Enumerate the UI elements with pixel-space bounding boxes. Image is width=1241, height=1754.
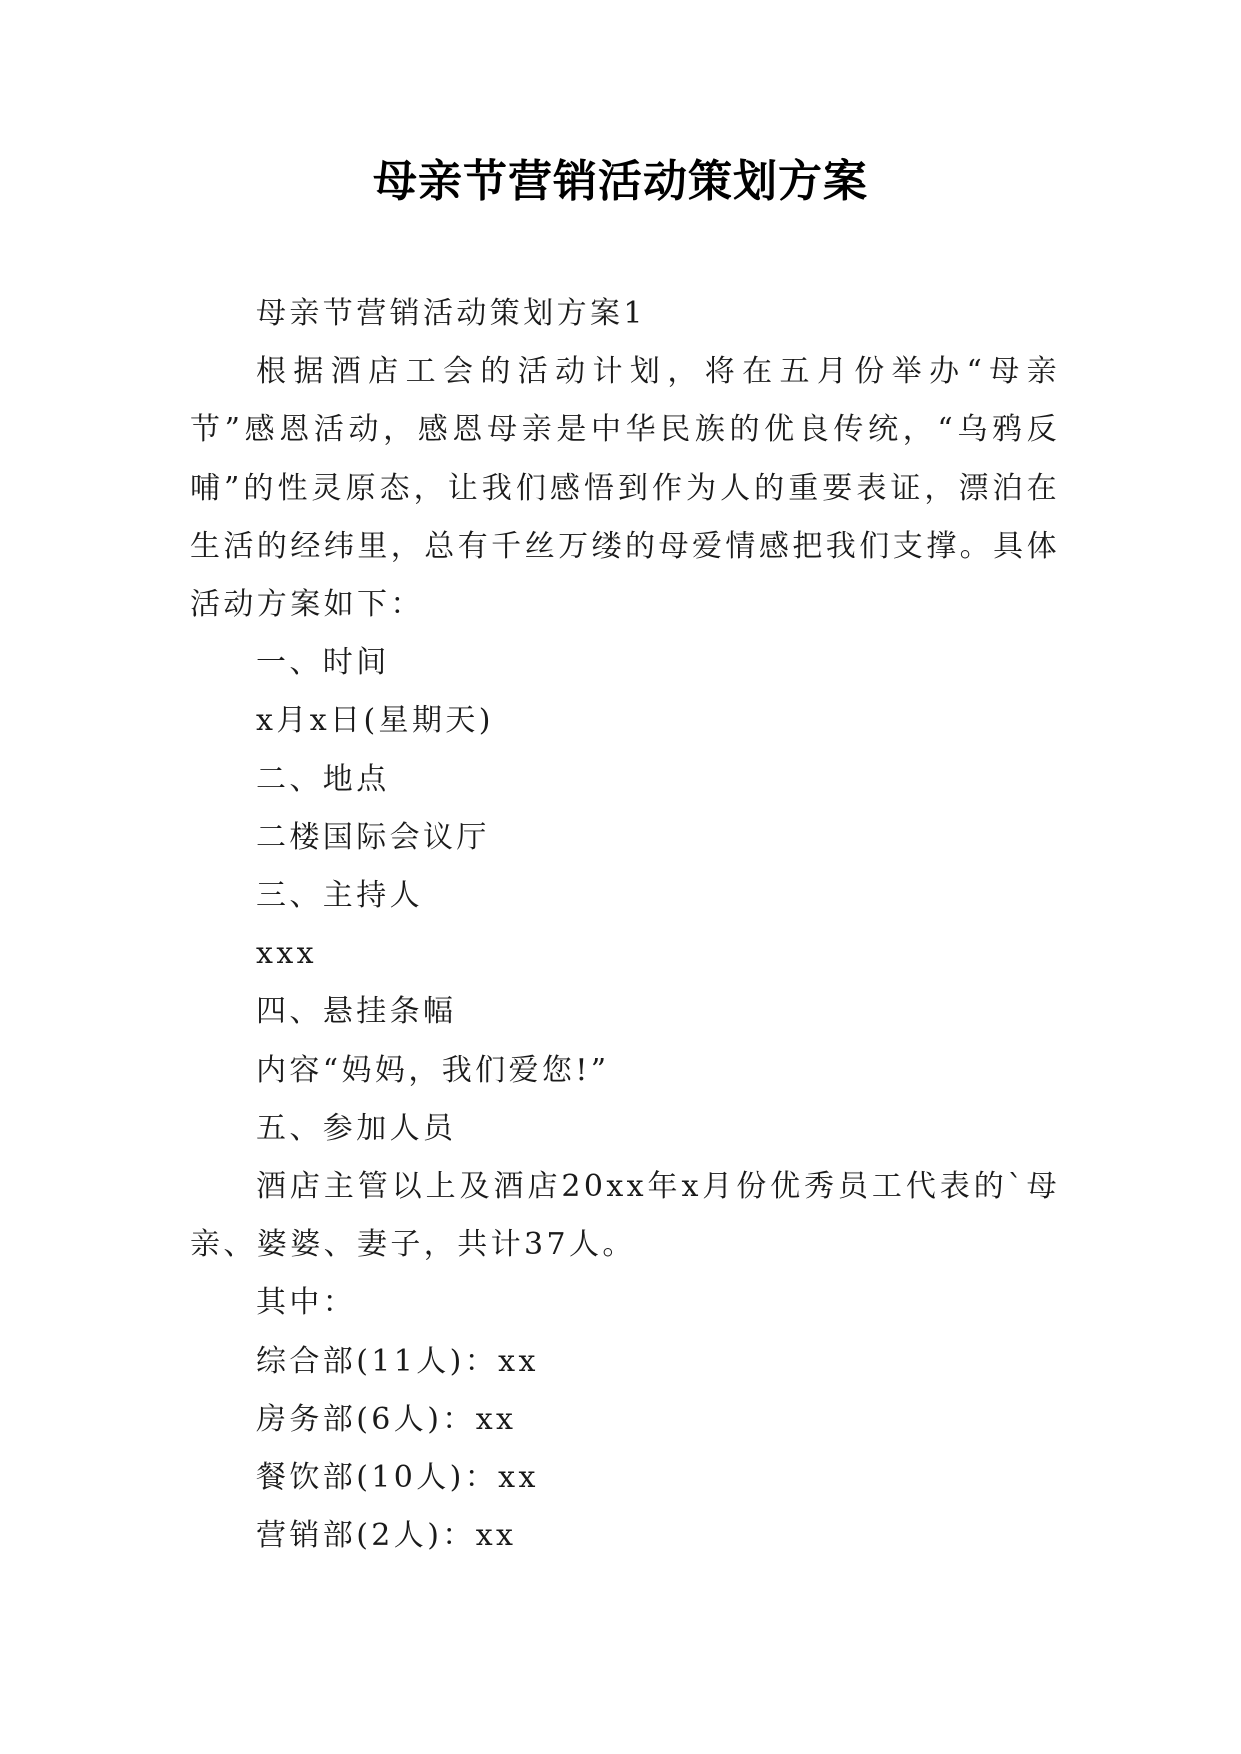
section-heading-participants: 五、参加人员	[256, 1110, 457, 1146]
paragraph-among: 其中：	[256, 1285, 357, 1321]
document-title: 母亲节营销活动策划方案	[373, 156, 868, 207]
paragraph-host: xxx	[256, 936, 317, 972]
paragraph-participants: 酒店主管以上及酒店20xx年x月份优秀员工代表的`母亲、婆婆、妻子，共计37人。	[190, 1169, 1060, 1263]
paragraph-location: 二楼国际会议厅	[256, 819, 490, 855]
section-heading-location: 二、地点	[256, 761, 390, 797]
paragraph-subtitle: 母亲节营销活动策划方案1	[256, 296, 646, 331]
document-body	[190, 285, 1060, 1565]
section-heading-banner: 四、悬挂条幅	[256, 994, 457, 1030]
section-heading-host: 三、主持人	[256, 878, 423, 914]
list-item-catering-dept: 餐饮部(10人)：xx	[256, 1460, 539, 1496]
paragraph-banner: 内容“妈妈，我们爱您!”	[256, 1052, 610, 1088]
list-item-marketing-dept: 营销部(2人)：xx	[256, 1518, 517, 1554]
paragraph-intro: 根据酒店工会的活动计划，将在五月份举办“母亲节”感恩活动，感恩母亲是中华民族的优良传统，“乌鸦反哺”的性灵原态，让我们感悟到作为人的重要表证，漂泊在生活的经纬里，总有千丝万缕的母爱情感把我们支撑。具体活动方案如下：	[190, 354, 1060, 623]
section-heading-time: 一、时间	[256, 645, 390, 681]
paragraph-time: x月x日(星期天)	[256, 703, 494, 739]
list-item-rooms-dept: 房务部(6人)：xx	[256, 1401, 517, 1437]
list-item-general-dept: 综合部(11人)：xx	[256, 1343, 539, 1379]
